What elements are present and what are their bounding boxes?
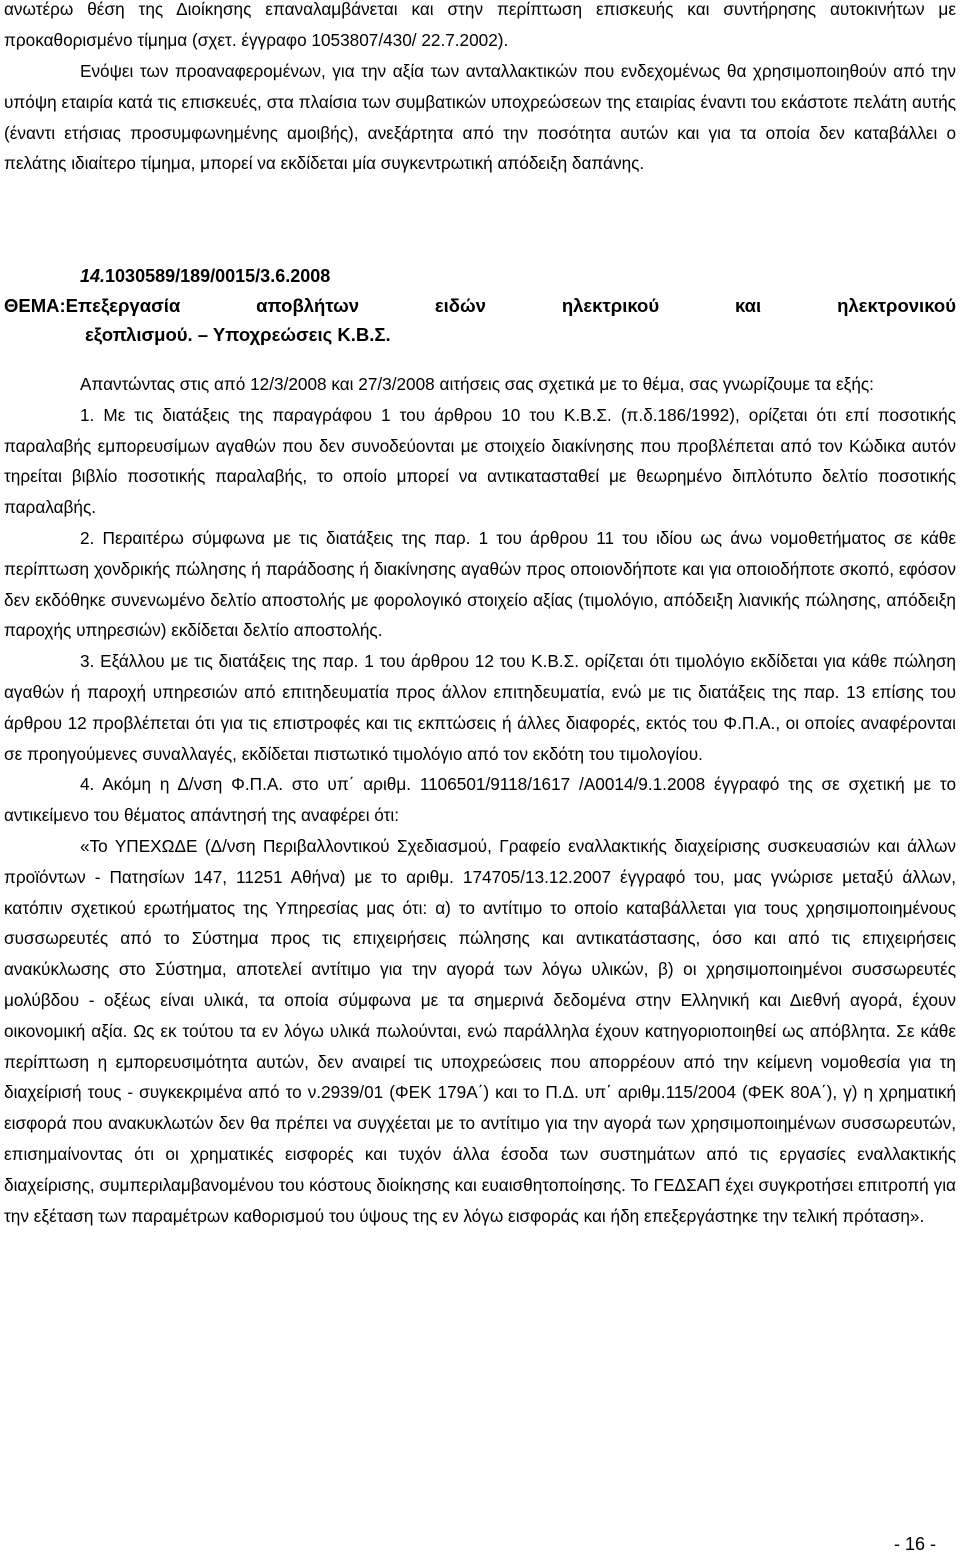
paragraph-previous-continuation: ανωτέρω θέση της Διοίκησης επαναλαμβάνεται και στην περίπτωση επισκευής και συντήρησης αυτοκινήτων με προκαθορισμένο τίμημα (σχετ. έγγραφο 1053807/430/ 22.7.2002).	[4, 0, 956, 50]
body-text	[4, 369, 956, 1231]
subject-title	[4, 291, 956, 349]
quoted-text: «Το ΥΠΕΧΩΔΕ (Δ/νση Περιβαλλοντικού Σχεδιασμού, Γραφείο εναλλακτικής διαχείρισης συσκευασιών και άλλων προϊόντων - Πατησίων 147, 11251 Αθήνα) με το αριθμ. 174705/13.12.2007 έγγραφό του, μας γνώρισε μεταξύ άλλων, κατόπιν σχετικού ερωτήματος της Υπηρεσίας μας ότι: α) το αντίτιμο το οποίο καταβάλλεται για τους χρησιμοποιημένους συσσωρευτές από το Σύστημα προς τις επιχειρήσεις πώλησης και αντικατάστασης, όσο και από τις επιχειρήσεις ανακύκλωσης στο Σύστημα, αποτελεί αντίτιμο για την αγορά των λόγω υλικών, β) οι χρησιμοποιημένοι συσσωρευτές μολύβδου - οξέως είναι υλικά, τα οποία σύμφωνα με τα σημερινά δεδομένα στην Ελληνική και Διεθνή αγορά, έχουν οικονομική αξία. Ως εκ τούτου τα εν λόγω υλικά πωλούνται, ενώ παράλληλα έχουν κατηγοριοποιηθεί ως απόβλητα. Σε κάθε περίπτωση η εμπορευσιμότητα αυτών, δεν αναιρεί τις υποχρεώσεις που απορρέουν από την κείμενη νομοθεσία για τη διαχείρισή τους - συγκεκριμένα από το ν.2939/01 (ΦΕΚ 179Α΄) και το Π.Δ. υπ΄ αριθμ.115/2004 (ΦΕΚ 80Α΄), γ) η χρηματική εισφορά που ανακυκλωτών δεν θα πρέπει να συγχέεται με το αντίτιμο για την αγορά των χρησιμοποιημένων συσσωρευτών, επισημαίνοντας ότι οι χρηματικές εισφορές και τυχόν άλλα έσοδα των συστημάτων από τις εργασίες εναλλακτικής διαχείρισης, συμπεριλαμβανομένου του κόστους διοίκησης και ευαισθητοποίησης. Το ΓΕΔΣΑΠ έχει συγκροτήσει επιτροπή για την εξέταση των παραμέτρων καθορισμού του ύψους της εν λόγω εισφοράς και ήδη επεξεργάστηκε την τελική πρόταση».	[4, 835, 956, 1226]
numbered-item-1: 1. Με τις διατάξεις της παραγράφου 1 του άρθρου 10 του Κ.Β.Σ. (π.δ.186/1992), ορίζεται ότι επί ποσοτικής παραλαβής εμπορευσίμων αγαθών που δεν συνοδεύονται με στοιχείο διακίνησης που προβλέπεται από τον Κώδικα αυτόν τηρείται βιβλίο ποσοτικής παραλαβής, το οποίο μπορεί να αντικατασταθεί με θεωρημένο διπλότυπο δελτίο ποσοτικής παραλαβής.	[4, 404, 956, 518]
paragraph-conclusion: Ενόψει των προαναφερομένων, για την αξία των ανταλλακτικών που ενδεχομένως θα χρησιμοποιηθούν από την υπόψη εταιρία κατά τις επισκευές, στα πλαίσια των συμβατικών υποχρεώσεων της εταιρίας έναντι του εκάστοτε πελάτη αυτής (έναντι ετήσιας προσυμφωνημένης αμοιβής), ανεξάρτητα από την ποσότητα αυτών και για τα οποία δεν καταβάλλει ο πελάτης ιδιαίτερο τίμημα, μπορεί να εκδίδεται μία συγκεντρωτική απόδειξη δαπάνης.	[4, 61, 956, 174]
paragraph-continued	[4, 0, 956, 56]
subject-word: και	[734, 295, 762, 316]
item-number: 14.	[80, 266, 106, 286]
subject-line-2: εξοπλισμού. – Υποχρεώσεις Κ.Β.Σ.	[85, 324, 391, 345]
numbered-item-3: 3. Εξάλλου με τις διατάξεις της παρ. 1 του άρθρου 12 του Κ.Β.Σ. ορίζεται ότι τιμολόγιο εκδίδεται για κάθε πώληση αγαθών ή παροχή υπηρεσιών από επιτηδευματία προς άλλον επιτηδευματία, ενώ με τις διατάξεις της παρ. 13 επίσης του άρθρου 12 προβλέπεται ότι για τις επιστροφές και τις εκπτώσεις ή άλλες διαφορές, εκτός του Φ.Π.Α., οι οποίες αναφέρονται σε προηγούμενες συναλλαγές, εκδίδεται πιστωτικό τιμολόγιο από τον εκδότη του τιμολογίου.	[4, 651, 956, 764]
subject-word: αποβλήτων	[256, 295, 359, 316]
subject-word: ηλεκτρονικού	[837, 295, 956, 316]
section-heading	[4, 262, 956, 349]
subject-word: ΘΕΜΑ:Επεξεργασία	[4, 295, 181, 316]
numbered-item-2: 2. Περαιτέρω σύμφωνα με τις διατάξεις της παρ. 1 του άρθρου 11 του ιδίου ως άνω νομοθετήματος σε κάθε περίπτωση χονδρικής πώλησης ή παράδοσης ή διακίνησης αγαθών προς οποιονδήποτε και για οποιοδήποτε σκοπό, εφόσον δεν εκδόθηκε συνενωμένο δελτίο αποστολής με φορολογικό στοιχείο αξίας (τιμολόγιο, απόδειξη λιανικής πώλησης, απόδειξη παροχής υπηρεσιών) εκδίδεται δελτίο αποστολής.	[4, 527, 956, 641]
paragraph-block	[4, 56, 956, 179]
decision-reference	[4, 262, 956, 291]
subject-word: ηλεκτρικού	[561, 295, 660, 316]
intro-paragraph: Απαντώντας στις από 12/3/2008 και 27/3/2008 αιτήσεις σας σχετικά με το θέμα, σας γνωρίζουμε τα εξής:	[80, 374, 874, 394]
subject-word: ειδών	[434, 295, 486, 316]
numbered-item-4: 4. Ακόμη η Δ/νση Φ.Π.Α. στο υπ΄ αριθμ. 1106501/9118/1617 /Α0014/9.1.2008 έγγραφό της σε σχετική με το αντικείμενο του θέματος απάντησή της αναφέρει ότι:	[4, 774, 956, 826]
subject-line-1	[4, 291, 956, 320]
page-number: - 16 -	[893, 1534, 936, 1554]
reference-code: 1030589/189/0015/3.6.2008	[105, 266, 331, 286]
